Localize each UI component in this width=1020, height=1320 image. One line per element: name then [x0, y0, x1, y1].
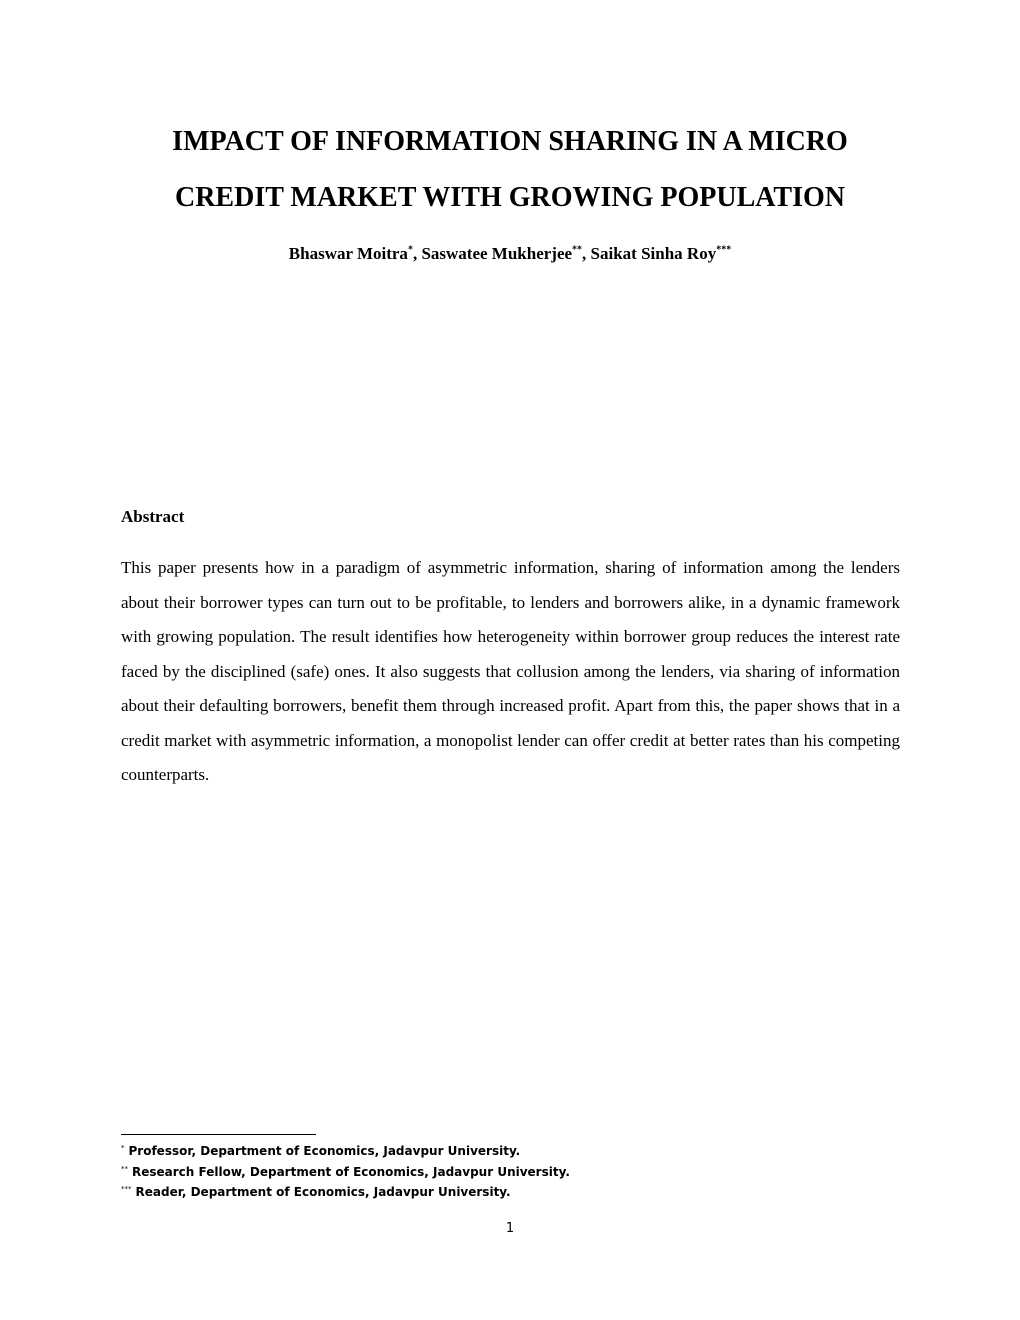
- author-name: Saikat Sinha Roy: [590, 244, 717, 263]
- page-number: 1: [505, 1221, 515, 1236]
- footnotes: [121, 1141, 901, 1203]
- author-name: Saswatee Mukherjee: [421, 244, 573, 263]
- footnote-text: Research Fellow, Department of Economics, Jadavpur University.: [132, 1164, 570, 1179]
- paper-title-line-2: CREDIT MARKET WITH GROWING POPULATION: [174, 182, 846, 213]
- author-footnote-mark: **: [572, 244, 583, 256]
- abstract-body: This paper presents how in a paradigm of asymmetric information, sharing of information among the lenders about their borrower types can turn out to be profitable, to lenders and borrowers alike, in a dynamic framework with growing population. The result identifies how heterogeneity within borrower group reduces the interest rate faced by the disciplined (safe) ones. It also suggests that collusion among the lenders, via sharing of information about their defaulting borrowers, benefit them through increased profit. Apart from this, the paper shows that in a credit market with asymmetric information, a monopolist lender can offer credit at better rates than his competing counterparts.: [121, 558, 900, 784]
- footnote-divider: [121, 1134, 316, 1135]
- abstract-heading: Abstract: [121, 507, 185, 526]
- paper-title-line-1: IMPACT OF INFORMATION SHARING IN A MICRO: [172, 126, 848, 157]
- footnote: [121, 1162, 901, 1183]
- author-footnote-mark: ***: [716, 244, 732, 256]
- footnote-mark: *: [121, 1144, 125, 1152]
- author-footnote-mark: *: [407, 244, 413, 256]
- footnote: [121, 1141, 901, 1162]
- author-separator: ,: [412, 244, 422, 263]
- footnote-mark: **: [121, 1164, 128, 1173]
- footnote-text: Reader, Department of Economics, Jadavpur University.: [135, 1185, 511, 1199]
- footnote-mark: ***: [121, 1185, 132, 1193]
- paper-title: [100, 114, 920, 226]
- footnote: [121, 1182, 901, 1203]
- author-name: Bhaswar Moitra: [288, 244, 408, 263]
- footnote-text: Professor, Department of Economics, Jadavpur University.: [128, 1144, 521, 1158]
- author-list: [100, 240, 920, 268]
- author-separator: ,: [582, 244, 591, 263]
